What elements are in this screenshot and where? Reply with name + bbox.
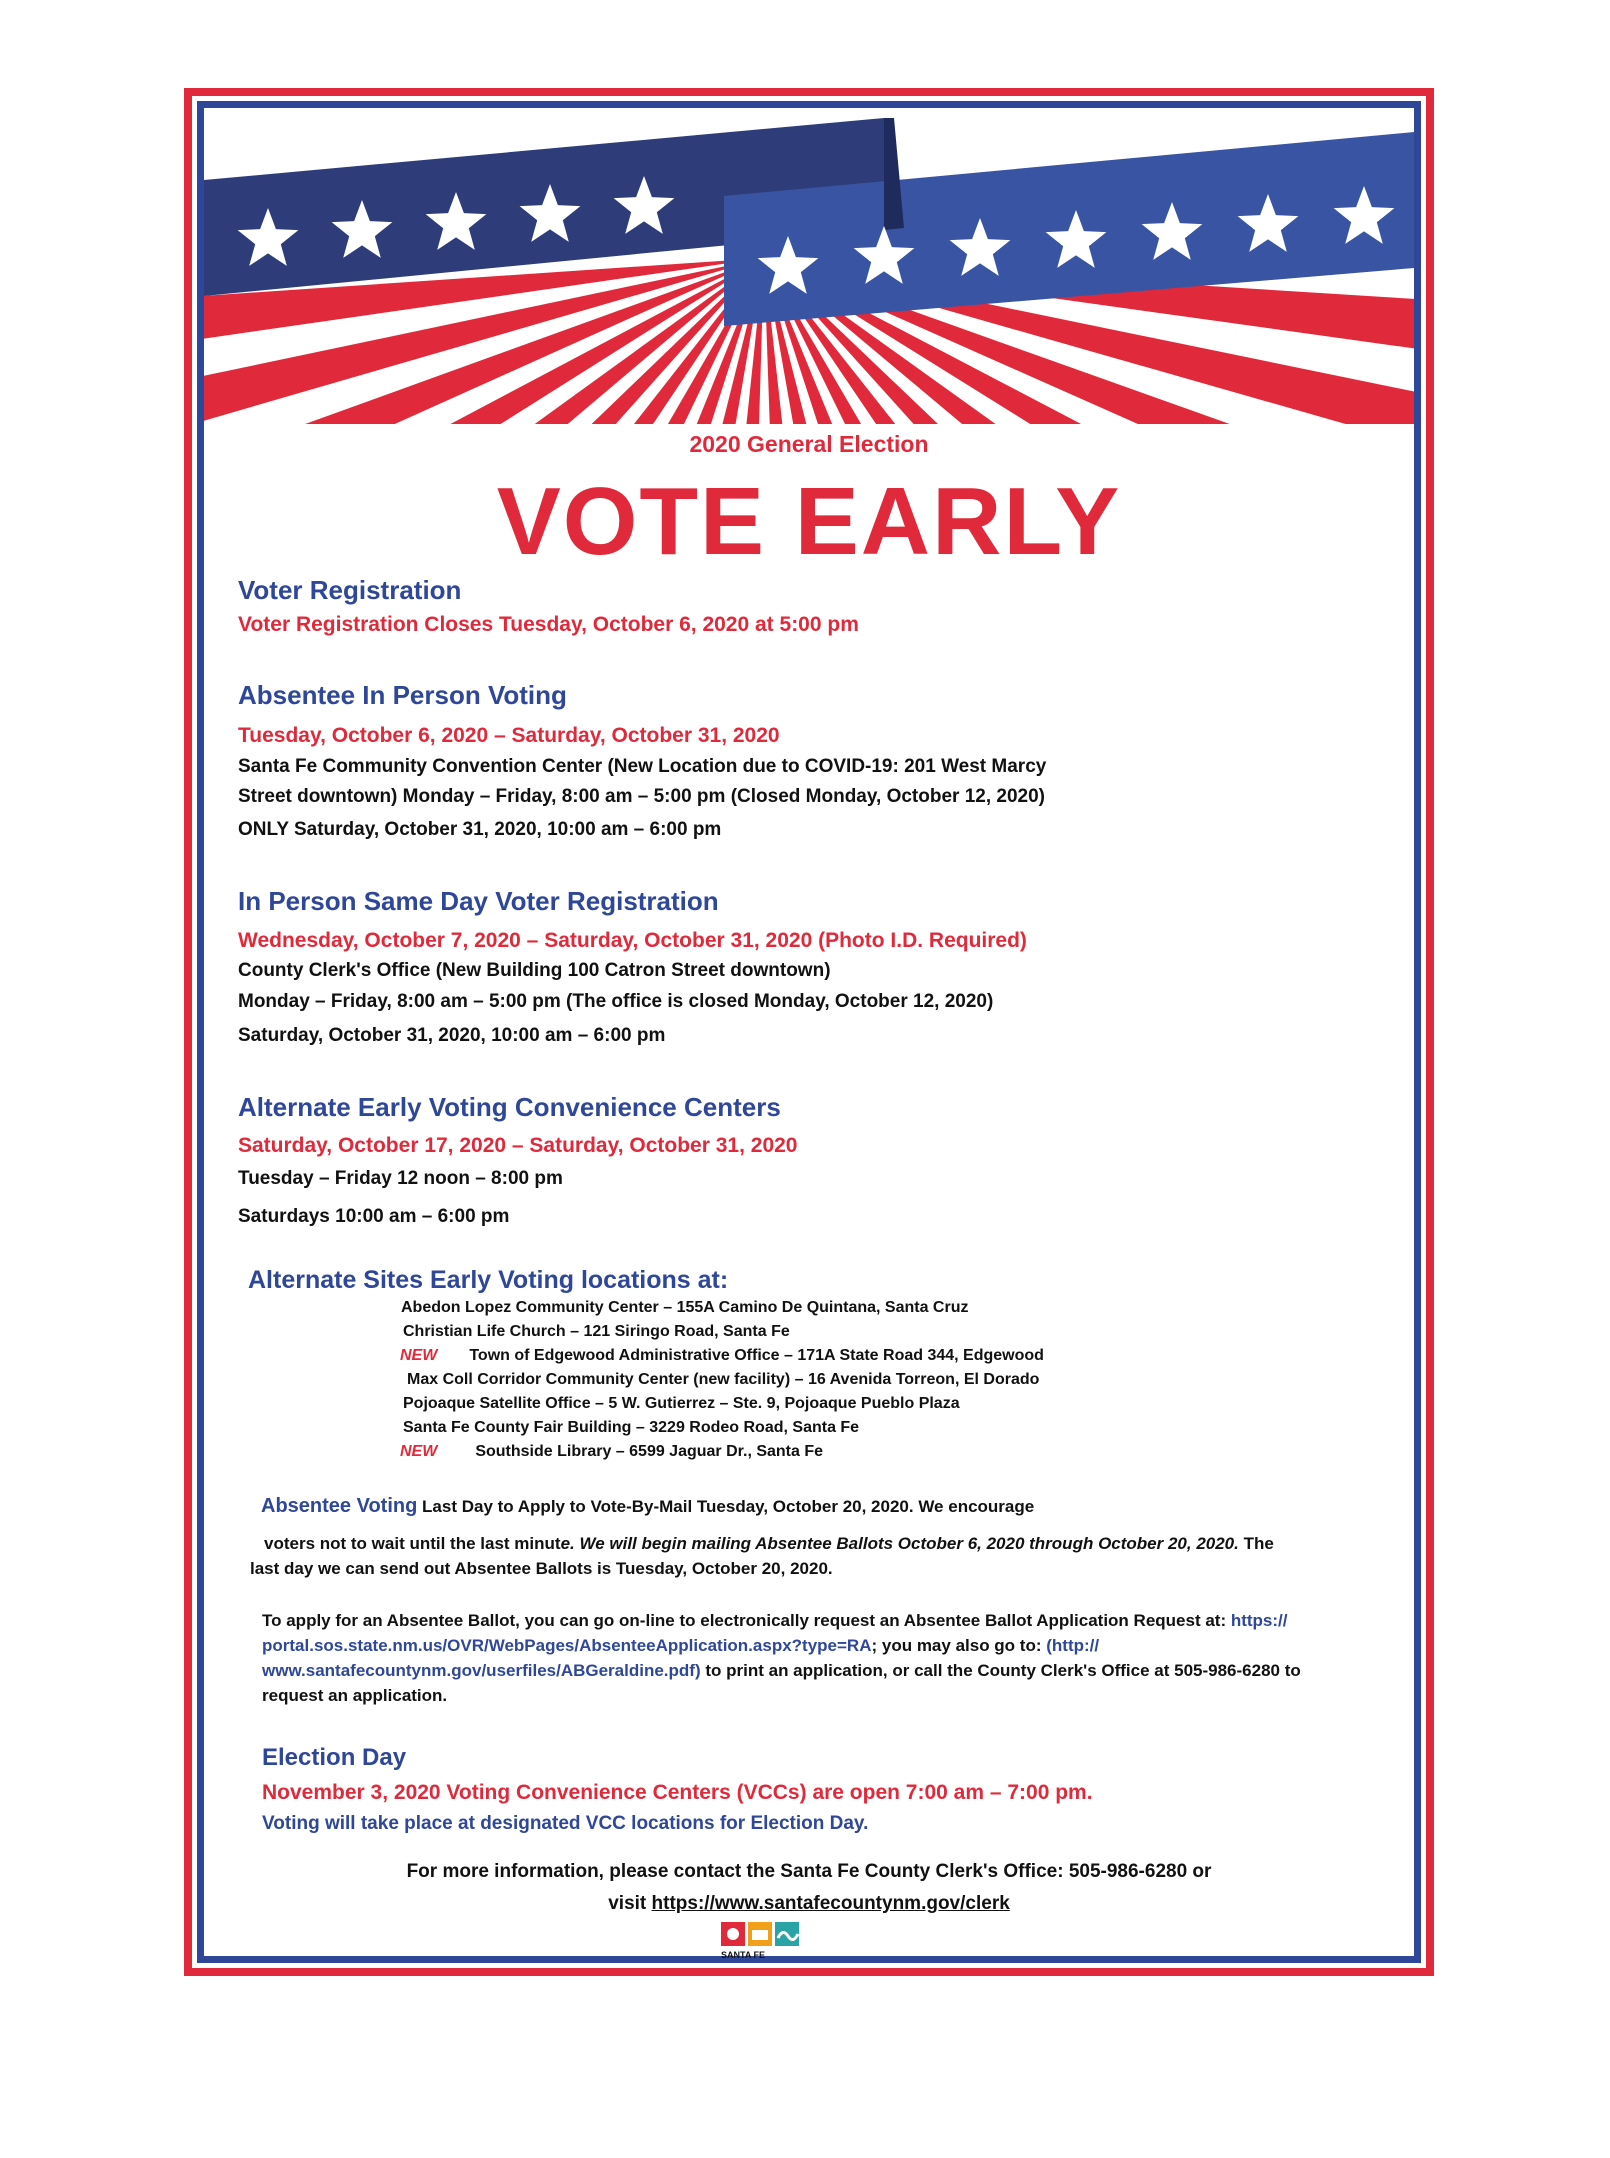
alternate-centers-line2: Saturdays 10:00 am – 6:00 pm: [238, 1206, 510, 1227]
absentee-in-person-dates: Tuesday, October 6, 2020 – Saturday, October 31, 2020: [238, 724, 780, 747]
same-day-line2: Monday – Friday, 8:00 am – 5:00 pm (The office is closed Monday, October 12, 2020): [238, 991, 994, 1012]
absentee-voting-line3: last day we can send out Absentee Ballots is Tuesday, October 20, 2020.: [250, 1559, 833, 1578]
logo-text: SANTA FE: [721, 1950, 765, 1960]
site-item: Santa Fe County Fair Building – 3229 Rodeo Road, Santa Fe: [403, 1419, 860, 1436]
site-item: Christian Life Church – 121 Siringo Road, Santa Fe: [403, 1323, 790, 1340]
alternate-centers-line1: Tuesday – Friday 12 noon – 8:00 pm: [238, 1168, 563, 1189]
same-day-line1: County Clerk's Office (New Building 100 Catron Street downtown): [238, 960, 831, 981]
page-title: VOTE EARLY: [496, 468, 1122, 575]
county-pdf-link[interactable]: (http://: [1046, 1636, 1100, 1655]
election-day-note: Voting will take place at designated VCC locations for Election Day.: [262, 1813, 869, 1834]
sos-link[interactable]: portal.sos.state.nm.us/OVR/WebPages/AbsenteeApplication.aspx?type=RA: [262, 1636, 872, 1655]
election-day-heading: Election Day: [262, 1744, 407, 1771]
clerk-website-link[interactable]: https://www.santafecountynm.gov/clerk: [651, 1893, 1010, 1914]
absentee-voting-line1: Absentee Voting Last Day to Apply to Vote-By-Mail Tuesday, October 20, 2020. We encourage: [261, 1495, 1035, 1517]
alternate-sites-heading: Alternate Sites Early Voting locations at:: [248, 1266, 729, 1294]
absentee-apply-paragraph: To apply for an Absentee Ballot, you can go on-line to electronically request an Absentee Ballot Application Request at: https:// portal.sos.state.nm.us/OVR/WebPages/AbsenteeApplication.aspx?type=RA; you may also go to: (http:// www.santafecountynm.gov/userfiles/ABGeraldine.pdf) to print an application, or call the County Clerk's Office at 505-986-6280 to request an application.: [262, 1611, 1301, 1705]
santa-fe-county-logo: [719, 1920, 801, 1960]
absentee-voting-line2: voters not to wait until the last minute. We will begin mailing Absentee Ballots October 6, 2020 through October 20, 2020. The: [264, 1534, 1274, 1553]
voter-registration-heading: Voter Registration: [238, 575, 462, 605]
site-item: NEW Town of Edgewood Administrative Office – 171A State Road 344, Edgewood: [400, 1347, 1044, 1364]
same-day-registration-heading: In Person Same Day Voter Registration: [238, 886, 719, 916]
sos-link[interactable]: https://: [1230, 1611, 1288, 1630]
alternate-centers-dates: Saturday, October 17, 2020 – Saturday, October 31, 2020: [238, 1134, 798, 1157]
flag-banner-graphic: [204, 108, 1414, 424]
election-day-hours: November 3, 2020 Voting Convenience Centers (VCCs) are open 7:00 am – 7:00 pm.: [262, 1781, 1093, 1804]
absentee-in-person-line1: Santa Fe Community Convention Center (New Location due to COVID-19: 201 West Marcy: [238, 756, 1047, 777]
footer-visit: visit https://www.santafecountynm.gov/clerk: [608, 1893, 1010, 1914]
county-pdf-link[interactable]: www.santafecountynm.gov/userfiles/ABGeraldine.pdf): [262, 1661, 701, 1680]
new-badge: NEW: [400, 1443, 438, 1460]
absentee-in-person-line3: ONLY Saturday, October 31, 2020, 10:00 am – 6:00 pm: [238, 819, 722, 840]
voter-registration-deadline: Voter Registration Closes Tuesday, October 6, 2020 at 5:00 pm: [238, 613, 859, 636]
site-item: NEW Southside Library – 6599 Jaguar Dr., Santa Fe: [400, 1443, 824, 1460]
absentee-in-person-heading: Absentee In Person Voting: [238, 680, 567, 710]
same-day-line3: Saturday, October 31, 2020, 10:00 am – 6:00 pm: [238, 1025, 666, 1046]
absentee-voting-heading: Absentee Voting: [261, 1495, 418, 1517]
absentee-in-person-line2: Street downtown) Monday – Friday, 8:00 am – 5:00 pm (Closed Monday, October 12, 2020): [238, 786, 1045, 807]
same-day-registration-dates: Wednesday, October 7, 2020 – Saturday, October 31, 2020 (Photo I.D. Required): [238, 929, 1027, 952]
alternate-centers-heading: Alternate Early Voting Convenience Centers: [238, 1092, 781, 1122]
new-badge: NEW: [400, 1347, 438, 1364]
site-item: Abedon Lopez Community Center – 155A Camino De Quintana, Santa Cruz: [401, 1299, 969, 1316]
site-item: Pojoaque Satellite Office – 5 W. Gutierrez – Ste. 9, Pojoaque Pueblo Plaza: [403, 1395, 960, 1412]
site-item: Max Coll Corridor Community Center (new facility) – 16 Avenida Torreon, El Dorado: [407, 1371, 1040, 1388]
election-subtitle: 2020 General Election: [689, 431, 929, 457]
footer-contact: For more information, please contact the Santa Fe County Clerk's Office: 505-986-6280 or: [406, 1861, 1212, 1882]
